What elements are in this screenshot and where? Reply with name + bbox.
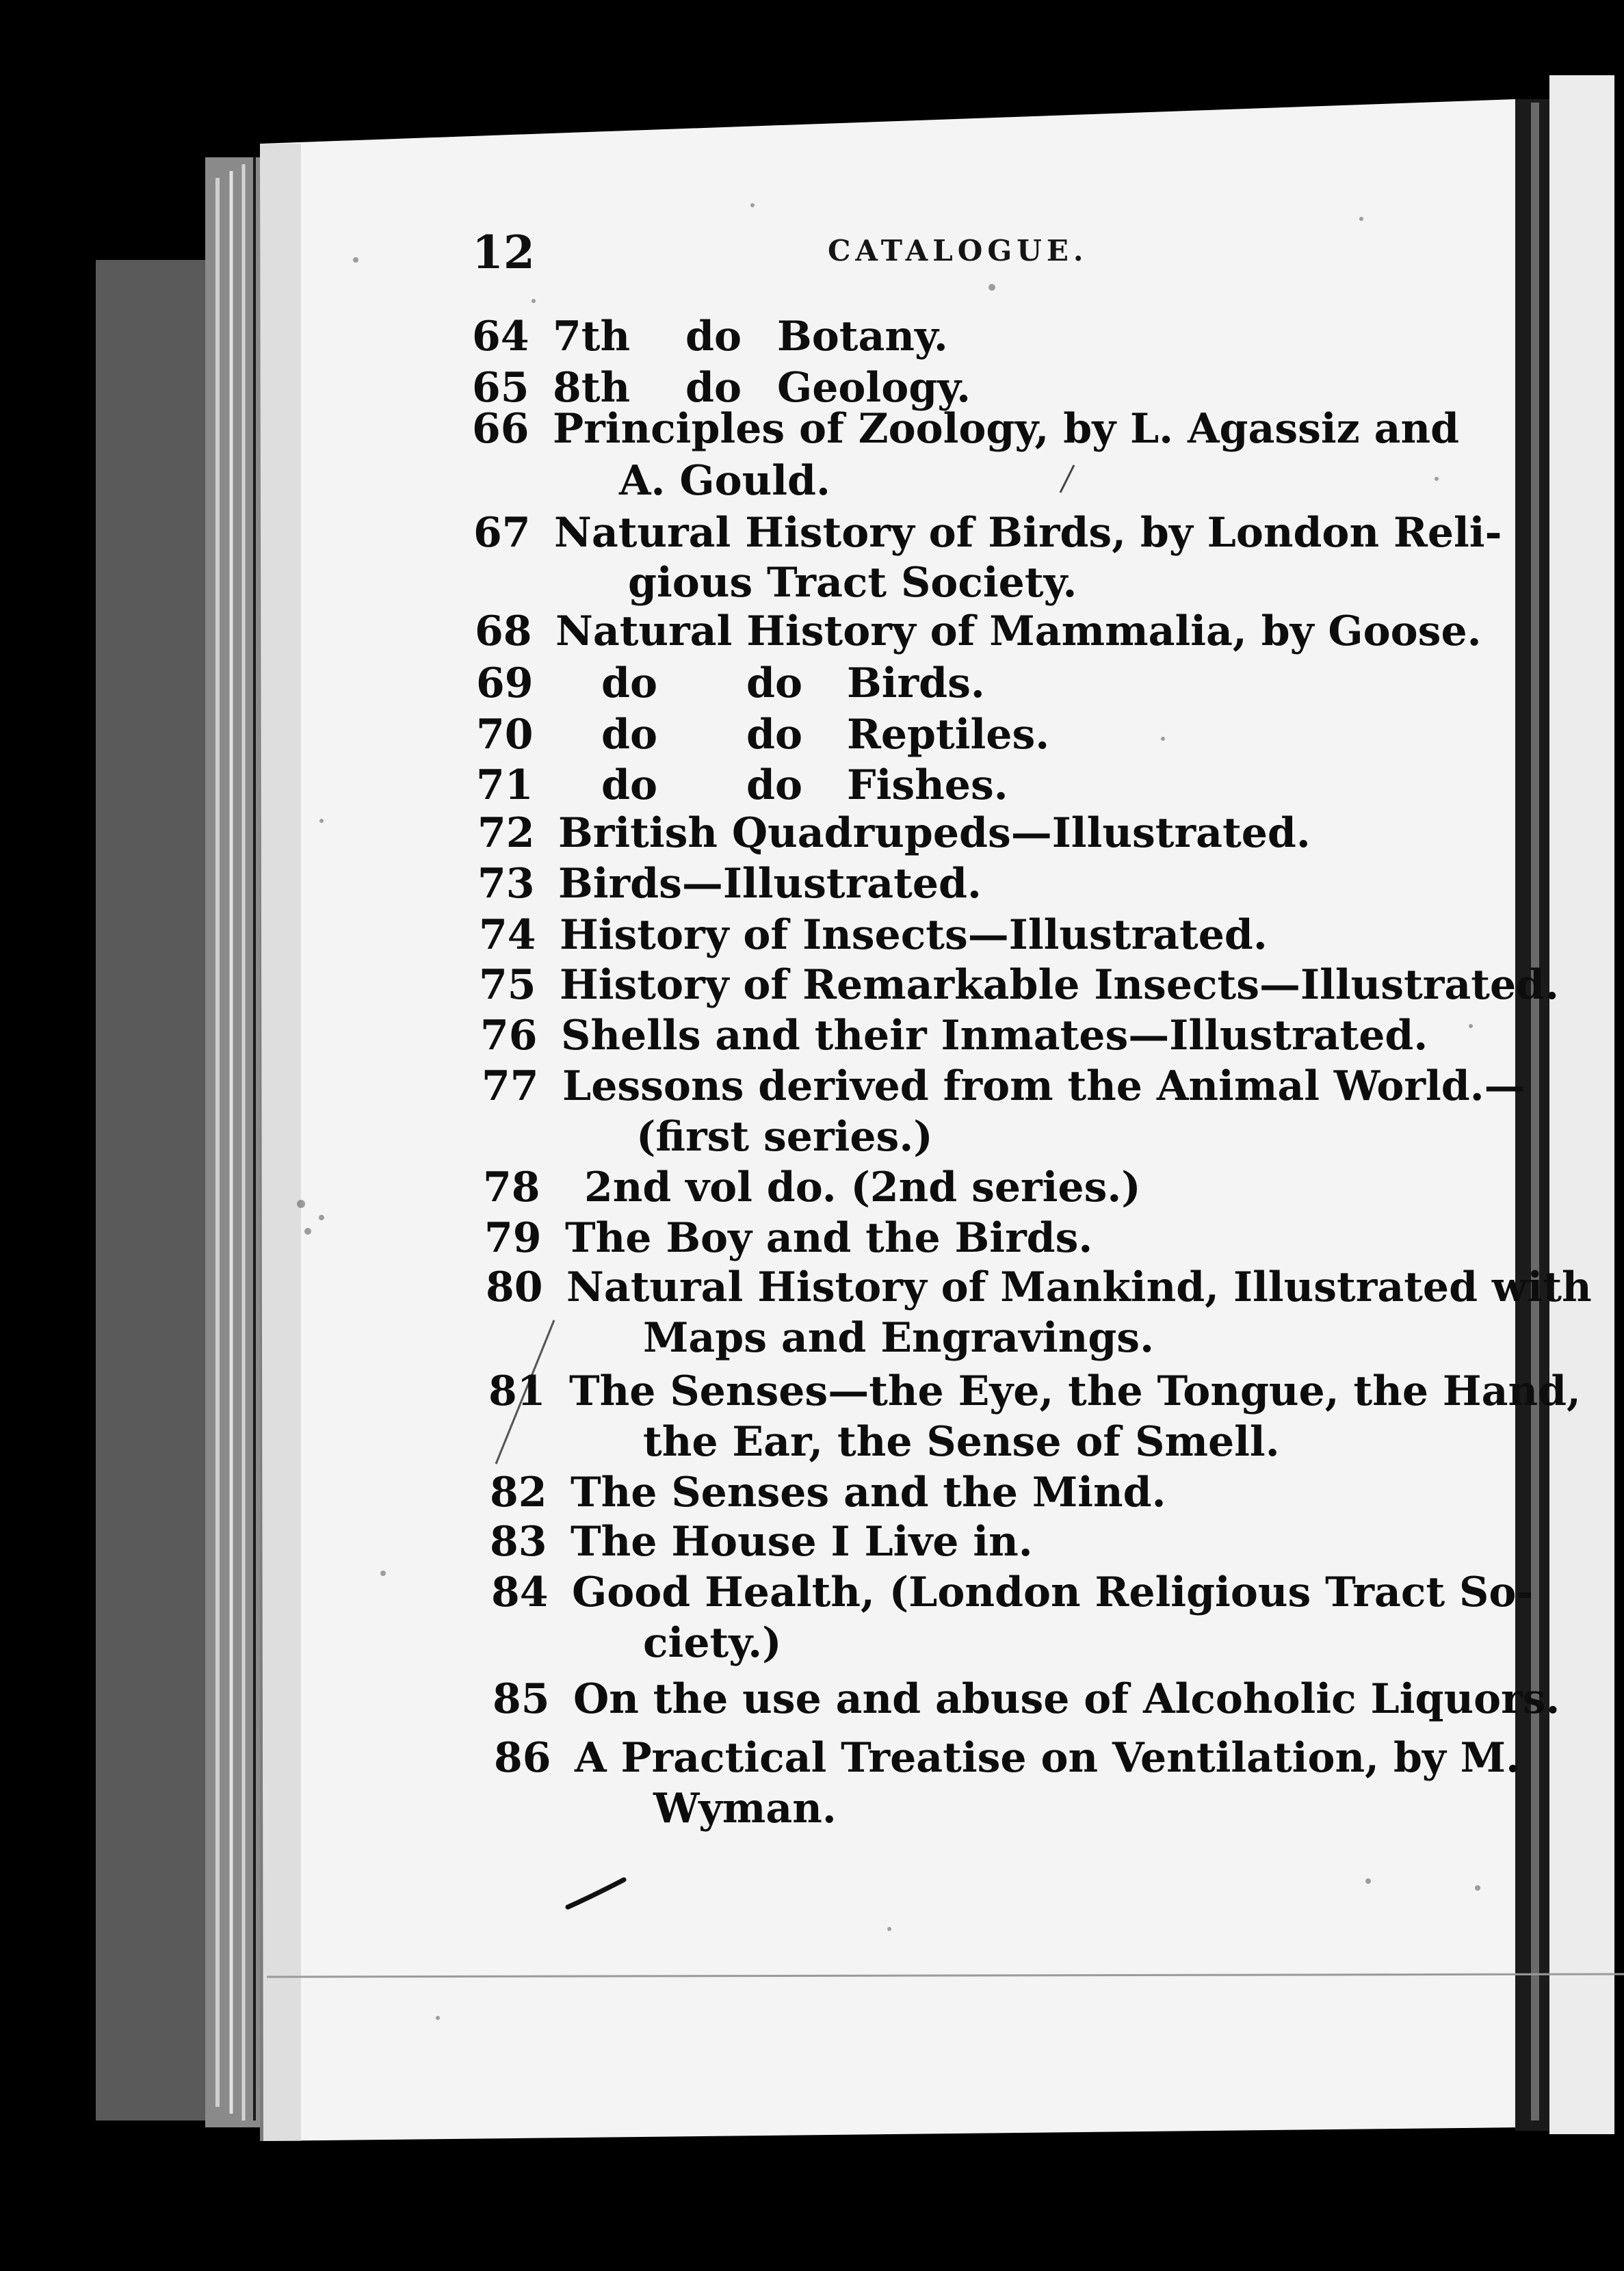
catalogue-entry bbox=[472, 364, 971, 412]
entry-number: 73 bbox=[477, 860, 535, 908]
entry-continuation: ciety.) bbox=[643, 1619, 782, 1667]
entry-ditto: do bbox=[746, 711, 802, 759]
catalogue-entry bbox=[477, 809, 1311, 857]
entry-ditto: do bbox=[601, 761, 657, 809]
entry-continuation: (first series.) bbox=[636, 1113, 933, 1161]
entry-number: 67 bbox=[473, 509, 531, 557]
entry-number: 65 bbox=[472, 364, 529, 412]
entry-number: 66 bbox=[472, 405, 529, 453]
entry-subject: Fishes. bbox=[847, 761, 1008, 809]
entry-continuation: Wyman. bbox=[653, 1785, 837, 1833]
entry-number: 68 bbox=[475, 607, 532, 655]
catalogue-entry bbox=[476, 711, 1050, 759]
entry-title: The Boy and the Birds. bbox=[565, 1214, 1093, 1262]
entry-number: 74 bbox=[479, 911, 536, 959]
entry-number: 64 bbox=[472, 313, 529, 360]
page-heading: CATALOGUE. bbox=[828, 234, 1088, 267]
entry-number: 83 bbox=[490, 1518, 547, 1566]
catalogue-entry bbox=[473, 509, 1502, 557]
entry-title: Shells and their Inmates—Illustrated. bbox=[561, 1012, 1428, 1060]
entry-number: 77 bbox=[482, 1062, 539, 1110]
entry-title: Natural History of Birds, by London Reli- bbox=[554, 509, 1502, 557]
entry-subject: Birds. bbox=[847, 659, 985, 707]
entry-number: 72 bbox=[477, 809, 535, 857]
entry-number: 75 bbox=[479, 961, 536, 1009]
entry-number: 85 bbox=[493, 1675, 550, 1723]
entry-subject: Geology. bbox=[777, 364, 971, 412]
entry-title: Lessons derived from the Animal World.— bbox=[562, 1062, 1525, 1110]
next-page-sliver bbox=[1549, 75, 1624, 2134]
catalogue-entry bbox=[479, 911, 1268, 959]
catalogue-entry bbox=[472, 313, 948, 360]
catalogue-entry bbox=[490, 1469, 1166, 1517]
entry-ditto: do bbox=[685, 364, 742, 412]
entry-number: 76 bbox=[480, 1012, 538, 1060]
entry-title: History of Insects—Illustrated. bbox=[560, 911, 1268, 959]
catalogue-entry bbox=[488, 1367, 1581, 1415]
entry-title: History of Remarkable Insects—Illustrated. bbox=[560, 961, 1560, 1009]
catalogue-entry bbox=[479, 961, 1560, 1009]
entry-title: Natural History of Mammalia, by Goose. bbox=[555, 607, 1482, 655]
entry-title: A Practical Treatise on Ventilation, by M. bbox=[575, 1734, 1520, 1782]
entry-title: Good Health, (London Religious Tract So- bbox=[572, 1568, 1534, 1616]
entry-title: Natural History of Mankind, Illustrated with bbox=[566, 1263, 1592, 1311]
catalogue-entry bbox=[494, 1734, 1520, 1782]
catalogue-entry bbox=[476, 761, 1008, 809]
catalogue-entry bbox=[477, 860, 982, 908]
catalogue-entry bbox=[476, 659, 985, 707]
entry-number: 70 bbox=[476, 711, 534, 759]
entry-number: 81 bbox=[488, 1367, 546, 1415]
entry-subject: Botany. bbox=[777, 313, 948, 360]
catalogue-entry bbox=[490, 1518, 1033, 1566]
entry-number: 78 bbox=[483, 1164, 540, 1211]
entry-volume: 7th bbox=[553, 313, 631, 360]
catalogue-entry bbox=[480, 1012, 1428, 1060]
entry-number: 71 bbox=[476, 761, 534, 809]
entry-number: 84 bbox=[491, 1568, 549, 1616]
catalogue-entry bbox=[484, 1214, 1093, 1262]
entry-continuation: Maps and Engravings. bbox=[643, 1314, 1154, 1362]
catalogue-entry bbox=[486, 1263, 1592, 1311]
page-number: 12 bbox=[472, 226, 535, 279]
catalogue-entry bbox=[472, 405, 1460, 453]
catalogue-entry bbox=[491, 1568, 1534, 1616]
entry-title: British Quadrupeds—Illustrated. bbox=[558, 809, 1311, 857]
catalogue-entry bbox=[482, 1062, 1525, 1110]
entry-title: Principles of Zoology, by L. Agassiz and bbox=[553, 405, 1460, 453]
entry-ditto: do bbox=[601, 711, 657, 759]
entry-ditto: do bbox=[746, 761, 802, 809]
entry-title: Birds—Illustrated. bbox=[558, 860, 982, 908]
entry-number: 86 bbox=[494, 1734, 551, 1782]
catalogue-entry bbox=[493, 1675, 1560, 1723]
entry-subject: Reptiles. bbox=[847, 711, 1050, 759]
entry-continuation: the Ear, the Sense of Smell. bbox=[643, 1418, 1280, 1466]
entry-continuation: gious Tract Society. bbox=[628, 559, 1077, 607]
entry-number: 69 bbox=[476, 659, 534, 707]
entry-volume: 8th bbox=[553, 364, 631, 412]
entry-title: On the use and abuse of Alcoholic Liquors. bbox=[573, 1675, 1560, 1723]
catalogue-entry bbox=[475, 607, 1482, 655]
entry-number: 79 bbox=[484, 1214, 542, 1262]
entry-ditto: do bbox=[685, 313, 742, 360]
entry-title: The Senses—the Eye, the Tongue, the Hand, bbox=[569, 1367, 1581, 1415]
entry-title: 2nd vol do. (2nd series.) bbox=[584, 1164, 1141, 1211]
entry-title: The Senses and the Mind. bbox=[571, 1469, 1166, 1517]
entry-number: 82 bbox=[490, 1469, 547, 1517]
entry-number: 80 bbox=[486, 1263, 543, 1311]
entry-continuation: A. Gould. bbox=[619, 457, 830, 505]
entry-ditto: do bbox=[601, 659, 657, 707]
entry-ditto: do bbox=[746, 659, 802, 707]
page-header bbox=[472, 226, 1389, 280]
catalogue-entry bbox=[483, 1164, 1141, 1211]
entry-title: The House I Live in. bbox=[571, 1518, 1033, 1566]
